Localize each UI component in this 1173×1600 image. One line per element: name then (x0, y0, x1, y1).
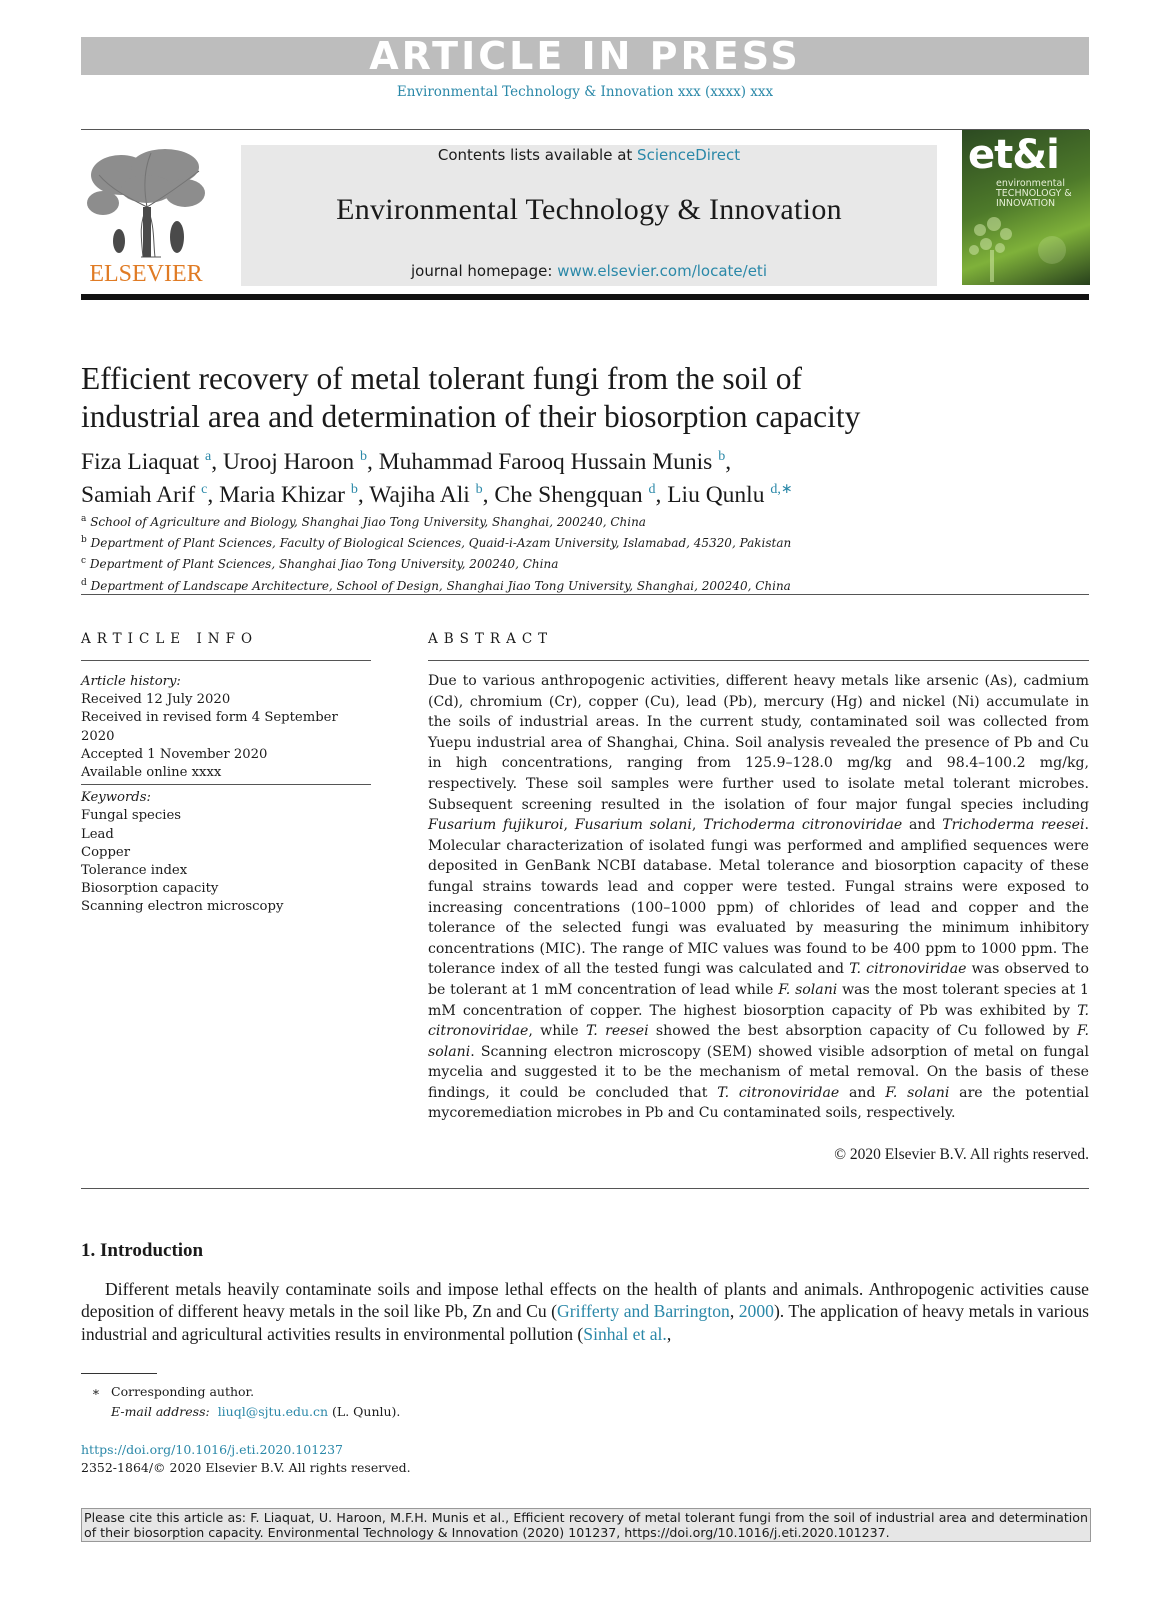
affiliation-item: $^b$ Department of Plant Sciences, Faculty of Biological Sciences, Quaid-i-Azam University, Islamabad, 45320, Pakistan (81, 535, 792, 551)
author-name: Urooj Haroon (222, 448, 355, 475)
info-rule (81, 660, 371, 661)
author-name: Fiza Liaquat (81, 448, 200, 475)
author-affiliation-link[interactable]: b (360, 449, 368, 464)
journal-name: Environmental Technology & Innovation (336, 193, 842, 226)
email-link[interactable]: liuql@sjtu.edu.cn (217, 1404, 329, 1419)
abstract-text: Due to various anthropogenic activities, different heavy metals like arsenic (As), cadmium (Cd), chromium (Cr), copper (Cu), lead (Pb), mercury (Hg) and nickel (Ni) accumulate in the soils of industrial areas. In the current study, contaminated soil was collected from Yuepu industrial area of Shanghai, China. Soil analysis revealed the presence of Pb and Cu in high concentrations, ranging from 125.9–128.0 mg/kg and 98.4–100.2 mg/kg, respectively. These soil samples were further used to isolate metal tolerant microbes. Subsequent screening resulted in the isolation of four major fungal species including Fusarium fujikuroi, Fusarium solani, Trichoderma citronoviridae and Trichoderma reesei. Molecular characterization of isolated fungi was performed and amplified sequences were deposited in GenBank NCBI database. Metal tolerance and biosorption capacity of these fungal strains towards lead and copper were tested. Fungal strains were exposed to increasing concentrations (100–1000 ppm) of chlorides of lead and copper and the tolerance of the selected fungi was evaluated by measuring the minimum inhibitory concentrations (MIC). The range of MIC values was found to be 400 ppm to 1000 ppm. The tolerance index of all the tested fungi was calculated and T. citronoviridae was observed to be tolerant at 1 mM concentration of lead while F. solani was the most tolerant species at 1 mM concentration of copper. The highest biosorption capacity of Pb was exhibited by T. citronoviridae, while T. reesei showed the best absorption capacity of Cu followed by F. solani. Scanning electron microscopy (SEM) showed visible adsorption of metal on fungal mycelia and suggested it to be the mechanism of metal removal. On the basis of these findings, it could be concluded that T. citronoviridae and F. solani are the potential mycoremediation microbes in Pb and Cu contaminated soils, respectively. (428, 673, 1090, 1122)
history-label: Article history: (81, 674, 181, 689)
author-affiliation-link[interactable]: c (201, 481, 208, 497)
homepage-prefix: journal homepage: (411, 262, 558, 280)
journal-reference[interactable]: Environmental Technology & Innovation xxx (xxxx) xxx (396, 84, 774, 100)
doi-block (81, 1441, 681, 1477)
keywords-rule (81, 784, 371, 785)
keyword-item: Copper (81, 844, 131, 860)
citation-link[interactable]: Grifferty and Barrington (557, 1301, 730, 1322)
abstract-rule (428, 660, 1089, 661)
keywords-label: Keywords: (81, 790, 151, 806)
elsevier-wordmark: ELSEVIER (89, 261, 203, 287)
cover-tree-icon (962, 210, 1090, 285)
title-line-2: industrial area and determination of their biosorption capacity (81, 399, 861, 434)
affiliations (81, 510, 1081, 595)
accepted-date: Accepted 1 November 2020 (81, 746, 268, 762)
email-label: E-mail address: (111, 1404, 210, 1419)
cover-subtitle: environmental TECHNOLOGY & INNOVATION (996, 178, 1072, 209)
introduction-paragraph: Different metals heavily contaminate soils and impose lethal effects on the health of plants and animals. Anthropogenic activities cause deposition of different heavy metals in the soil like Pb, Zn and Cu (Grifferty and Barrington, 2000). The application of heavy metals in various industrial and agricultural activities results in environmental pollution (Sinhal et al., (81, 1279, 1089, 1344)
author-affiliation-link[interactable]: a (204, 449, 212, 464)
footnote-rule (81, 1373, 157, 1374)
abstract-heading: ABSTRACT (428, 631, 554, 647)
keyword-item: Fungal species (81, 808, 182, 824)
author-name: Muhammad Farooq Hussain Munis (378, 448, 713, 475)
author-affiliation-link[interactable]: b (350, 481, 358, 497)
author-affiliation-link[interactable]: d,∗ (770, 481, 793, 497)
article-in-press-banner: ARTICLE IN PRESS (81, 37, 1089, 75)
article-info-heading: ARTICLE INFO (81, 631, 259, 647)
affiliation-item: $^c$ Department of Plant Sciences, Shanghai Jiao Tong University, 200240, China (81, 556, 559, 572)
affiliation-item: $^d$ Department of Landscape Architecture, School of Design, Shanghai Jiao Tong University, Shanghai, 200240, China (81, 577, 791, 593)
affiliation-item: $^a$ School of Agriculture and Biology, Shanghai Jiao Tong University, Shanghai, 200240, China (81, 514, 646, 529)
header-top-rule (81, 129, 1089, 130)
received-date: Received 12 July 2020 (81, 692, 231, 708)
author-affiliation-link[interactable]: b (475, 481, 483, 497)
section-heading-introduction: 1. Introduction (81, 1240, 204, 1261)
author-affiliation-link[interactable]: d (648, 481, 656, 497)
cover-brand: et&i (968, 132, 1059, 178)
author-name: Maria Khizar (219, 481, 345, 508)
author-name: Samiah Arif (81, 481, 196, 508)
online-date: Available online xxxx (81, 765, 222, 781)
keyword-item: Tolerance index (81, 863, 188, 879)
sciencedirect-link[interactable]: ScienceDirect (637, 146, 741, 164)
article-title (81, 360, 1081, 436)
footnote-mark: ∗ (91, 1384, 101, 1399)
keyword-item: Scanning electron microscopy (81, 899, 284, 915)
author-name: Liu Qunlu (667, 481, 765, 508)
abstract-bottom-rule (81, 1188, 1089, 1189)
title-line-1: Efficient recovery of metal tolerant fungi from the soil of (81, 361, 803, 396)
header-bottom-rule (81, 294, 1089, 300)
affiliation-rule (81, 594, 1089, 595)
author-name: Che Shengquan (494, 481, 643, 508)
author-affiliation-link[interactable]: b (718, 449, 726, 464)
author-list: Fiza Liaquat $^a$, Urooj Haroon $^b$, Muhammad Farooq Hussain Munis $^b$, Samiah Arif $^c$, Maria Khizar $^b$, Wajiha Ali $^b$, Che Shengquan $^d$, Liu Qunlu $^{d,∗}$ (81, 448, 793, 508)
author-name: Wajiha Ali (369, 481, 470, 508)
article-info (81, 673, 371, 917)
homepage-line (241, 262, 937, 280)
abstract-copyright: © 2020 Elsevier B.V. All rights reserved. (834, 1146, 1089, 1163)
contents-prefix: Contents lists available at (437, 146, 638, 164)
keyword-item: Lead (81, 826, 114, 842)
issn-line: 2352-1864/© 2020 Elsevier B.V. All rights reserved. (81, 1460, 411, 1475)
elsevier-tree-icon (81, 145, 211, 287)
journal-cover-image[interactable] (962, 130, 1090, 285)
contents-line (241, 146, 937, 164)
keyword-item: Biosorption capacity (81, 881, 219, 897)
doi-link[interactable]: https://doi.org/10.1016/j.eti.2020.101237 (81, 1442, 344, 1457)
elsevier-logo[interactable] (81, 145, 211, 287)
citation-link[interactable]: Sinhal et al. (583, 1323, 667, 1344)
homepage-link[interactable]: www.elsevier.com/locate/eti (557, 262, 767, 280)
revised-date: Received in revised form 4 September 2020 (81, 710, 338, 744)
corresponding-author-footnote: ∗ Corresponding author. E-mail address: liuql@sjtu.edu.cn (L. Qunlu). (81, 1382, 681, 1422)
citation-year-link[interactable]: 2000 (738, 1301, 774, 1322)
citation-box: Please cite this article as: F. Liaquat, U. Haroon, M.F.H. Munis et al., Efficient recovery of metal tolerant fungi from the soil of industrial area and determination of their biosorption capacity. Environmental Technology & Innovation (2020) 101237, https://doi.org/10.1016/j.eti.2020.101237. (81, 1508, 1091, 1542)
corresponding-label: Corresponding author. (111, 1384, 255, 1399)
